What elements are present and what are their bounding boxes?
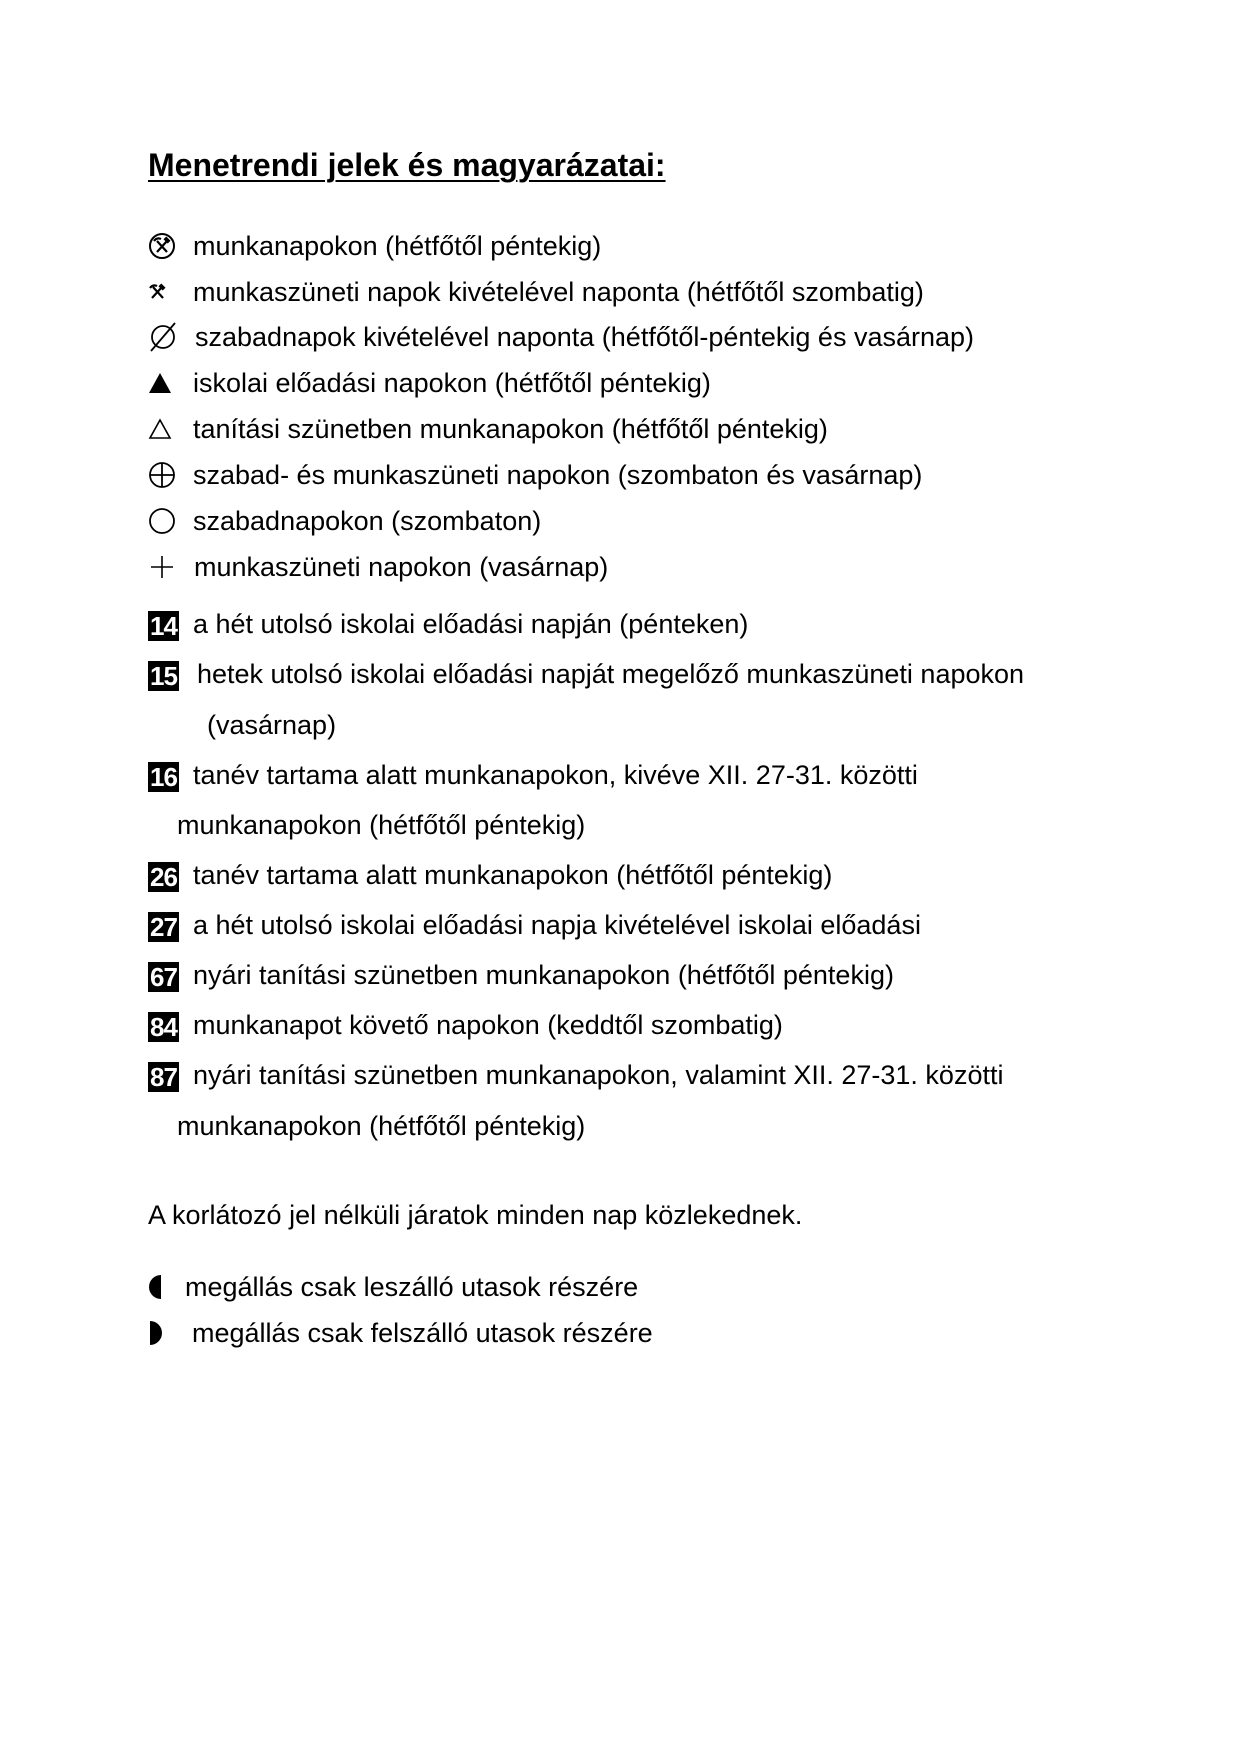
legend-item-text: munkaszüneti napokon (vasárnap) [194, 552, 609, 582]
legend-item-text: tanítási szünetben munkanapokon (hétfőtől péntekig) [193, 414, 828, 444]
stop-item-text: megállás csak leszálló utasok részére [185, 1272, 639, 1302]
filled-triangle-icon [148, 366, 178, 400]
hammer-pick-circle-icon [148, 229, 178, 263]
empty-set-icon [148, 320, 178, 354]
circle-icon [148, 504, 178, 538]
legend-item-text: szabadnapokon (szombaton) [193, 506, 542, 536]
circled-plus-icon [148, 458, 178, 492]
code-item-text: nyári tanítási szünetben munkanapokon, valamint XII. 27-31. közötti [193, 1060, 1004, 1090]
legend-item-text: iskolai előadási napokon (hétfőtől péntekig) [193, 368, 711, 398]
code-badge: 67 [148, 962, 179, 992]
code-item-continuation: (vasárnap) [207, 710, 337, 740]
code-item-text: nyári tanítási szünetben munkanapokon (hétfőtől péntekig) [193, 960, 894, 990]
code-badge: 26 [148, 862, 179, 892]
general-note: A korlátozó jel nélküli járatok minden nap közlekednek. [148, 1200, 803, 1230]
code-badge: 14 [148, 611, 179, 641]
code-item-text: tanév tartama alatt munkanapokon (hétfőtől péntekig) [193, 860, 833, 890]
outline-triangle-icon [148, 412, 178, 446]
plus-icon [148, 550, 178, 584]
code-item-text: hetek utolsó iskolai előadási napját megelőző munkaszüneti napokon [197, 659, 1025, 689]
hammer-pick-icon [148, 275, 178, 309]
code-item-text: a hét utolsó iskolai előadási napja kivételével iskolai előadási [193, 910, 921, 940]
code-item-text: tanév tartama alatt munkanapokon, kivéve XII. 27-31. közötti [193, 760, 918, 790]
code-item-continuation: munkanapokon (hétfőtől péntekig) [177, 1111, 586, 1141]
code-badge: 27 [148, 912, 179, 942]
legend-item-text: szabadnapok kivételével naponta (hétfőtől-péntekig és vasárnap) [195, 322, 975, 352]
code-badge: 15 [148, 661, 179, 691]
stop-item-text: megállás csak felszálló utasok részére [192, 1318, 653, 1348]
right-half-circle-icon [148, 1316, 178, 1350]
code-badge: 87 [148, 1062, 179, 1092]
legend-item-text: munkaszüneti napok kivételével naponta (hétfőtől szombatig) [193, 277, 924, 307]
code-item-text: munkanapot követő napokon (keddtől szombatig) [193, 1010, 783, 1040]
legend-item-text: szabad- és munkaszüneti napokon (szombaton és vasárnap) [193, 460, 923, 490]
left-half-circle-icon [148, 1270, 178, 1304]
code-item-text: a hét utolsó iskolai előadási napján (pénteken) [193, 609, 749, 639]
code-item-continuation: munkanapokon (hétfőtől péntekig) [177, 810, 586, 840]
page-title: Menetrendi jelek és magyarázatai: [148, 147, 666, 183]
code-badge: 16 [148, 762, 179, 792]
legend-item-text: munkanapokon (hétfőtől péntekig) [193, 231, 602, 261]
code-badge: 84 [148, 1012, 179, 1042]
